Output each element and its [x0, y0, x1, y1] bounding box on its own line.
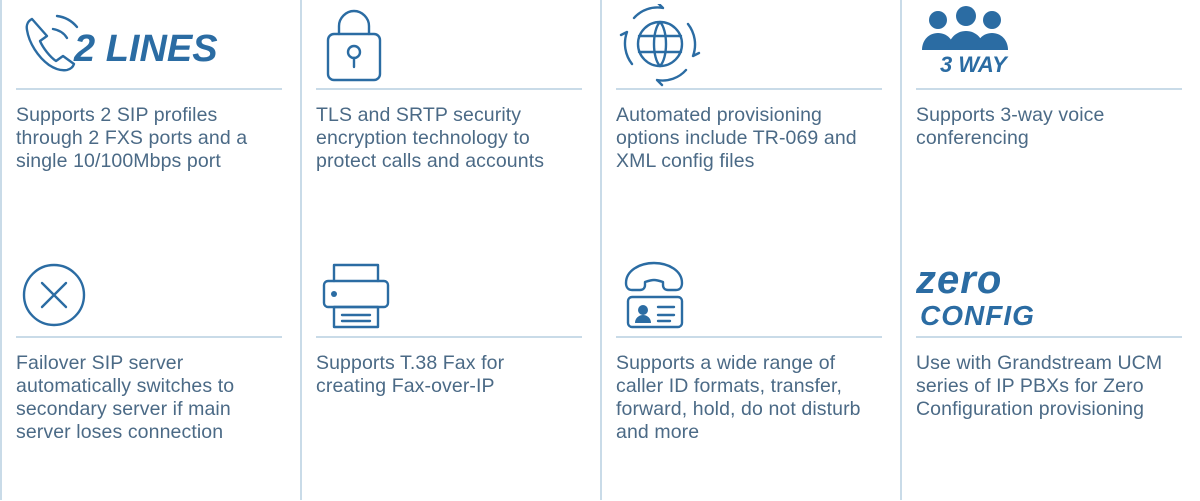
card-divider: [316, 336, 582, 338]
feature-description: Supports T.38 Fax for creating Fax-over-IP: [316, 352, 505, 397]
card-divider: [16, 336, 282, 338]
card-divider: [916, 336, 1182, 338]
svg-text:3 WAY: 3 WAY: [940, 52, 1007, 77]
feature-description: Supports a wide range of caller ID formats, transfer, forward, hold, do not disturb and more: [616, 352, 861, 443]
feature-description: Use with Grandstream UCM series of IP PBXs for Zero Configuration provisioning: [916, 352, 1163, 420]
feature-card-fax: [300, 250, 600, 500]
feature-card-provisioning: [600, 0, 900, 250]
feature-description: Failover SIP server automatically switches to secondary server if main server loses connection: [16, 352, 235, 443]
feature-card-failover: [0, 250, 300, 500]
svg-text:CONFIG: CONFIG: [920, 300, 1035, 331]
zero-config-icon: [916, 250, 1182, 336]
card-divider: [616, 88, 882, 90]
feature-description: Automated provisioning options include TR-069 and XML config files: [616, 104, 857, 172]
feature-description: Supports 3-way voice conferencing: [916, 104, 1105, 149]
card-divider: [16, 88, 282, 90]
caller-id-phone-icon: [616, 250, 882, 336]
card-divider: [916, 88, 1182, 90]
failover-x-circle-icon: [16, 250, 282, 336]
feature-card-zero-config: [900, 250, 1200, 500]
feature-card-2-lines: [0, 0, 300, 250]
feature-card-security: [300, 0, 600, 250]
svg-text:zero: zero: [916, 258, 1003, 302]
feature-card-caller-id: [600, 250, 900, 500]
fax-printer-icon: [316, 250, 582, 336]
card-divider: [316, 88, 582, 90]
svg-text:2 LINES: 2 LINES: [74, 28, 218, 70]
feature-card-three-way: [900, 0, 1200, 250]
phone-two-lines-icon: [16, 0, 282, 88]
globe-provisioning-icon: [616, 0, 882, 88]
feature-description: Supports 2 SIP profiles through 2 FXS ports and a single 10/100Mbps port: [16, 104, 248, 172]
padlock-icon: [316, 0, 582, 88]
card-divider: [616, 336, 882, 338]
three-way-conference-icon: [916, 0, 1182, 88]
feature-description: TLS and SRTP security encryption technology to protect calls and accounts: [316, 104, 545, 172]
